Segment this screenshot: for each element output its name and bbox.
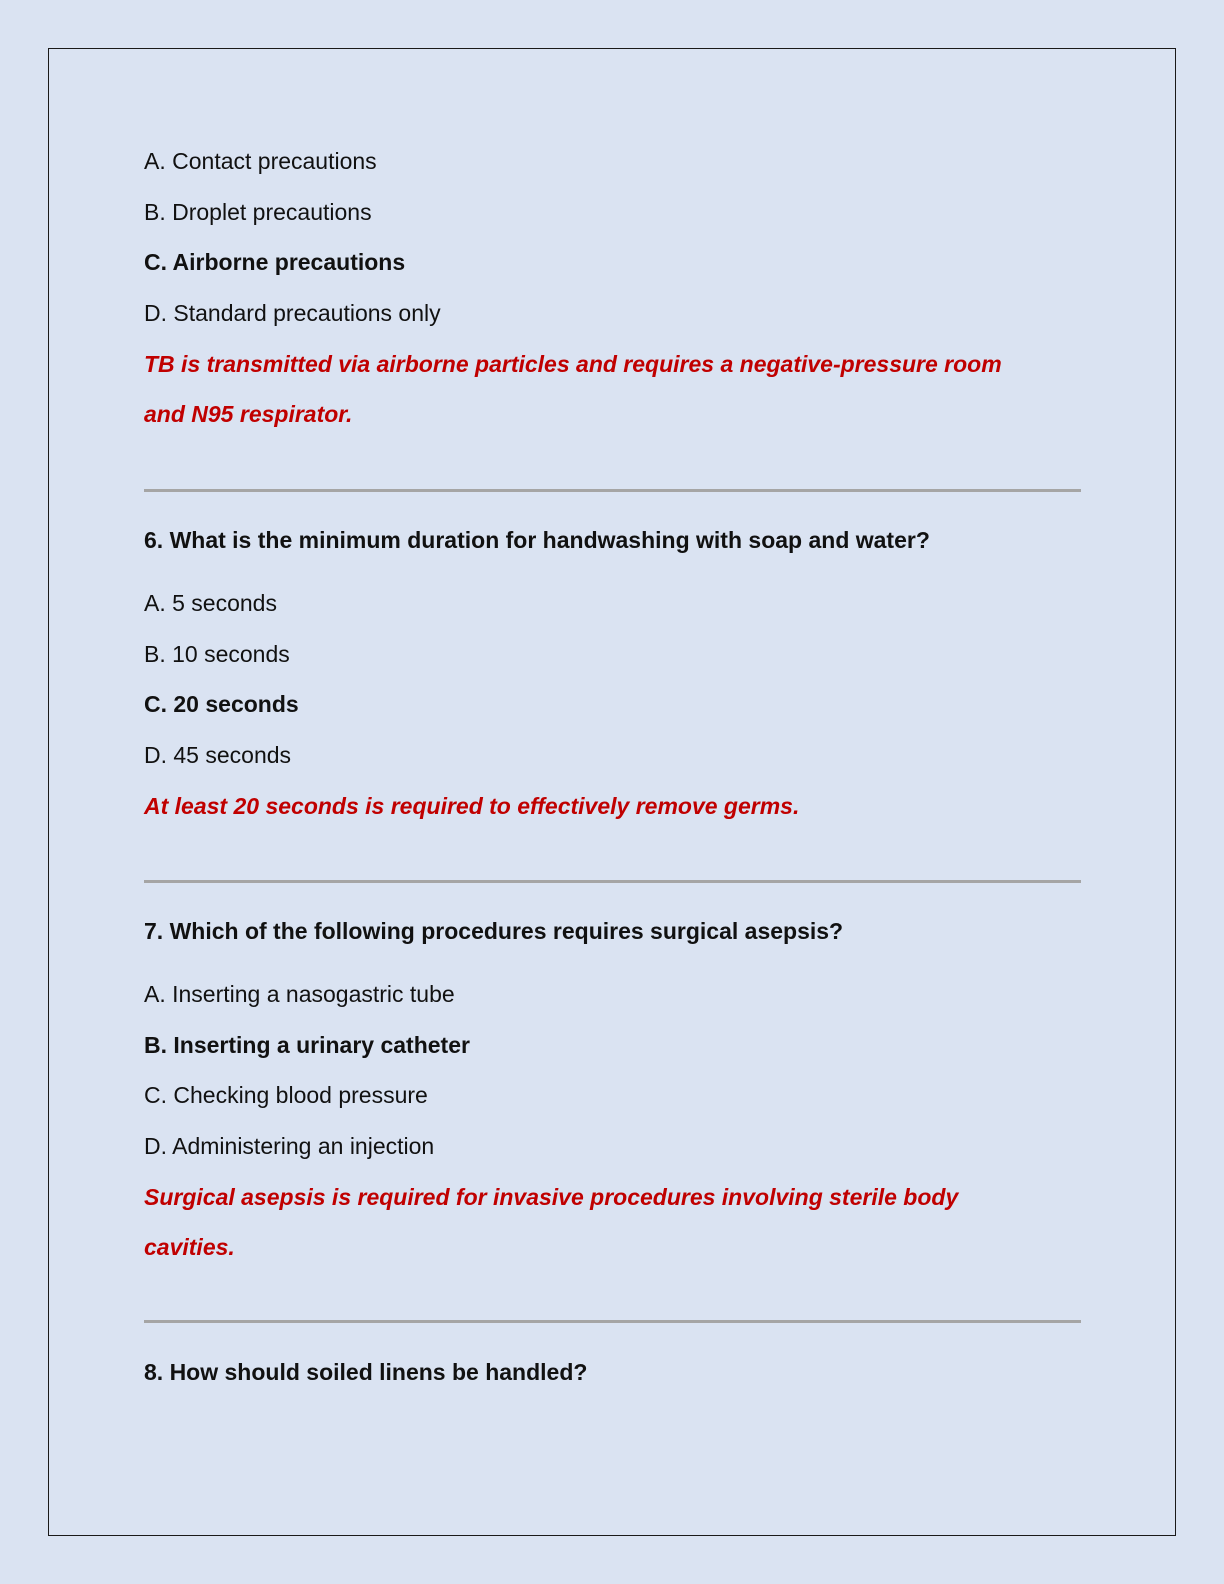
explanation-line-1: Surgical asepsis is required for invasive procedures involving sterile body [144, 1184, 959, 1210]
option-d: D. 45 seconds [144, 742, 292, 768]
option-a: A. Contact precautions [144, 148, 377, 174]
option-c-correct: C. Airborne precautions [144, 249, 406, 275]
explanation-line-1: TB is transmitted via airborne particles and requires a negative-pressure room [144, 351, 1002, 377]
option-b-correct: B. Inserting a urinary catheter [144, 1032, 470, 1058]
explanation-line-1: At least 20 seconds is required to effectively remove germs. [144, 793, 800, 819]
question-6: 6. What is the minimum duration for handwashing with soap and water? [144, 527, 930, 553]
question-7: 7. Which of the following procedures requires surgical asepsis? [144, 918, 844, 944]
option-b: B. Droplet precautions [144, 199, 372, 225]
explanation-line-2: and N95 respirator. [144, 401, 353, 427]
section-divider [144, 489, 1081, 492]
option-d: D. Administering an injection [144, 1133, 435, 1159]
option-c: C. Checking blood pressure [144, 1082, 428, 1108]
explanation-line-2: cavities. [144, 1234, 235, 1260]
option-a: A. Inserting a nasogastric tube [144, 981, 455, 1007]
option-d: D. Standard precautions only [144, 300, 441, 326]
option-c-correct: C. 20 seconds [144, 691, 299, 717]
option-b: B. 10 seconds [144, 641, 290, 667]
question-8: 8. How should soiled linens be handled? [144, 1359, 588, 1385]
section-divider [144, 880, 1081, 883]
option-a: A. 5 seconds [144, 590, 277, 616]
section-divider [144, 1320, 1081, 1323]
